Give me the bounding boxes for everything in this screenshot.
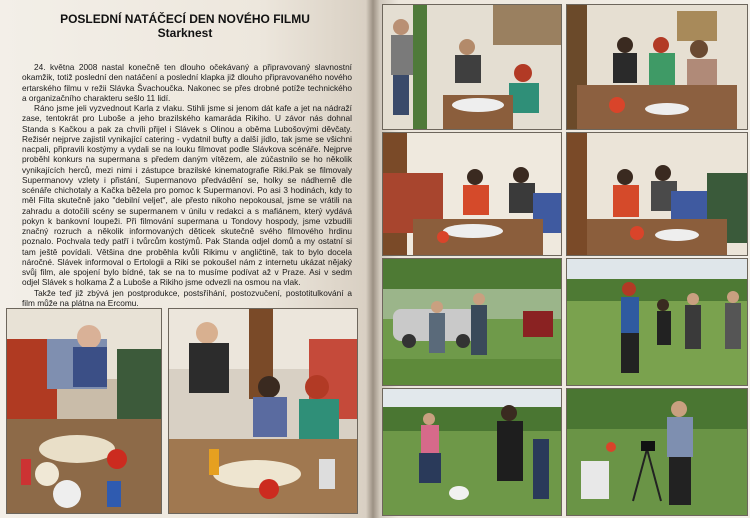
photo-meadow-dog [382, 388, 562, 516]
article-paragraph: 24. května 2008 nastal konečně ten dlouho očekávaný a připravovaný slavnostní okamžik, totiž poslední den natáčení a poslední klapka již dlouho připravovaného nového ertarského filmu v režii Slávka Švachoučka. Nakonec se přes drobné potíže technického a organizačního charakteru sešlo 11 lidí. [22, 62, 352, 103]
photo-meadow-group [566, 258, 748, 386]
photo-friends-at-table [168, 308, 358, 514]
photo-living-room-1 [382, 4, 562, 130]
article-title: POSLEDNÍ NATÁČECÍ DEN NOVÉHO FILMU [60, 12, 310, 26]
photo-man-at-table [6, 308, 162, 514]
photo-filming-camera [566, 388, 748, 516]
photo-dinner-1 [382, 132, 562, 256]
book-gutter [366, 0, 380, 518]
article-subtitle: Starknest [157, 26, 213, 40]
photo-living-room-2 [566, 4, 748, 130]
article-heading [20, 12, 350, 40]
article-body [22, 62, 352, 308]
article-paragraph: Ráno jsme jeli vyzvednout Karla z vlaku. Stihli jsme si jenom dát kafe a jet na nádraží zase, tentokrát pro Luboše a jeho brazilského kamaráda Rikiho. U závor nás dohnal Standa s Kačkou a pak za chvíli přijel i Slávek s Olinou a oběma Lubošovými děvčaty. Režisér nejprve zajistil vynikající catering - vydatnil bufty a další jídlo, tak jsme se všichni nacpali, připravili kostýmy a vydali se na louku filmovat podle Slávkova scénáře. Nejprve proběhl konkurs na supermana s předem daným vítězem, ale zúčastnilo se ho několik vynikajících herců, mezi nimi i zástupce brazilské kinematografie Riki.Pak se filmovaly Supermanovy vzlety i přistání, Supermanovo předvádění se, holky se nádherně dle scénáře chichotaly a Kačka běžela pro pomoc k Supermanovi. Po asi 3 hodinách, kdy to měl Filta skutečně jako "debilní veljet", ale přesto nikoho nepokousal, jsme se vrátili na zahradu a dotočili scény se supermanem v únilu v redakci a s mafiánem, který vydává pokyn k bankovní loupeži. Při filmování supermana u Tondovy hospody, jsme vzbudili značný rozruch a několik informovaných děticek skutečně svého filmového hrdinu poznalo. Pochvala tedy patří i tvůrcům kostýmů. Pak Standa odjel domů a my ostatní si tam ještě povídali. Většina dne proběhla kvůli Rikimu v angličtině, tak to bylo docela náročné. Slávek informoval o Ertologii a Riki se pokoušel nám z internetu ukázat nějaký svůj film, ale spojení bylo bídné, tak se na to musíme podívat až v Praze. Asi v sedm odjel Slávek s holkama Ž a Luboše a Rikiho jsme odvezli na osmou na vlak. [22, 103, 352, 288]
photo-dinner-2 [566, 132, 748, 256]
photo-garden-car [382, 258, 562, 386]
article-paragraph: Takže teď již zbývá jen postprodukce, postsříhání, postozvučení, postotitulkování a film může na plátna na Ercomu. [22, 287, 352, 308]
